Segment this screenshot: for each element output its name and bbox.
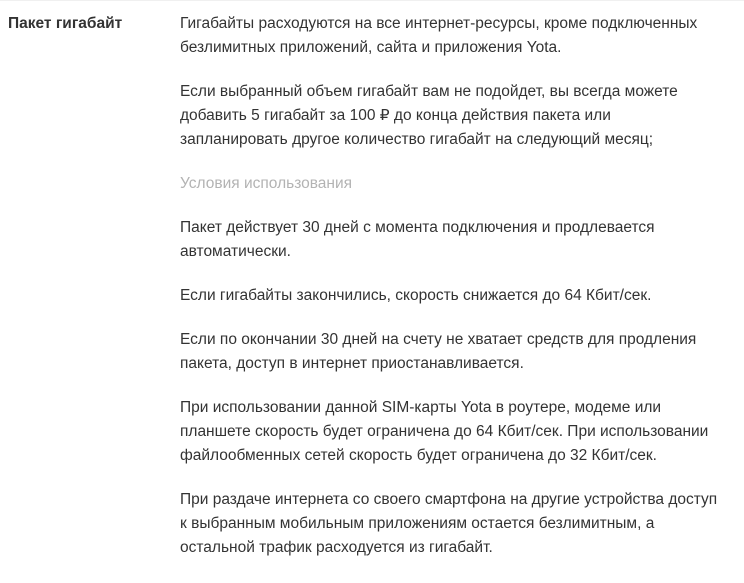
description-paragraph: Если по окончании 30 дней на счету не хватает средств для продления пакета, доступ в интернет приостанавливается. bbox=[180, 331, 697, 372]
description-paragraph: Если гигабайты закончились, скорость снижается до 64 Кбит/сек. bbox=[180, 287, 652, 304]
description-paragraph: При раздаче интернета со своего смартфона на другие устройства доступ к выбранным мобильным приложениям остается безлимитным, а остальной трафик расходуется из гигабайт. bbox=[180, 491, 718, 556]
term-label: Пакет гигабайт bbox=[8, 15, 123, 32]
description-column bbox=[180, 12, 728, 560]
description-paragraph: Пакет действует 30 дней с момента подключения и продлевается автоматически. bbox=[180, 219, 655, 260]
description-paragraph: Если выбранный объем гигабайт вам не подойдет, вы всегда можете добавить 5 гигабайт за 100 ₽ до конца действия пакета или запланировать другое количество гигабайт на следующий месяц; bbox=[180, 83, 678, 148]
description-paragraph: Гигабайты расходуются на все интернет-ресурсы, кроме подключенных безлимитных приложений, сайта и приложения Yota. bbox=[180, 15, 698, 56]
description-paragraph: При использовании данной SIM-карты Yota в роутере, модеме или планшете скорость будет ограничена до 64 Кбит/сек. При использовании файлообменных сетей скорость будет ограничена до 32 Кбит/сек. bbox=[180, 399, 709, 464]
term-column bbox=[0, 12, 180, 36]
subsection-heading: Условия использования bbox=[180, 175, 353, 192]
